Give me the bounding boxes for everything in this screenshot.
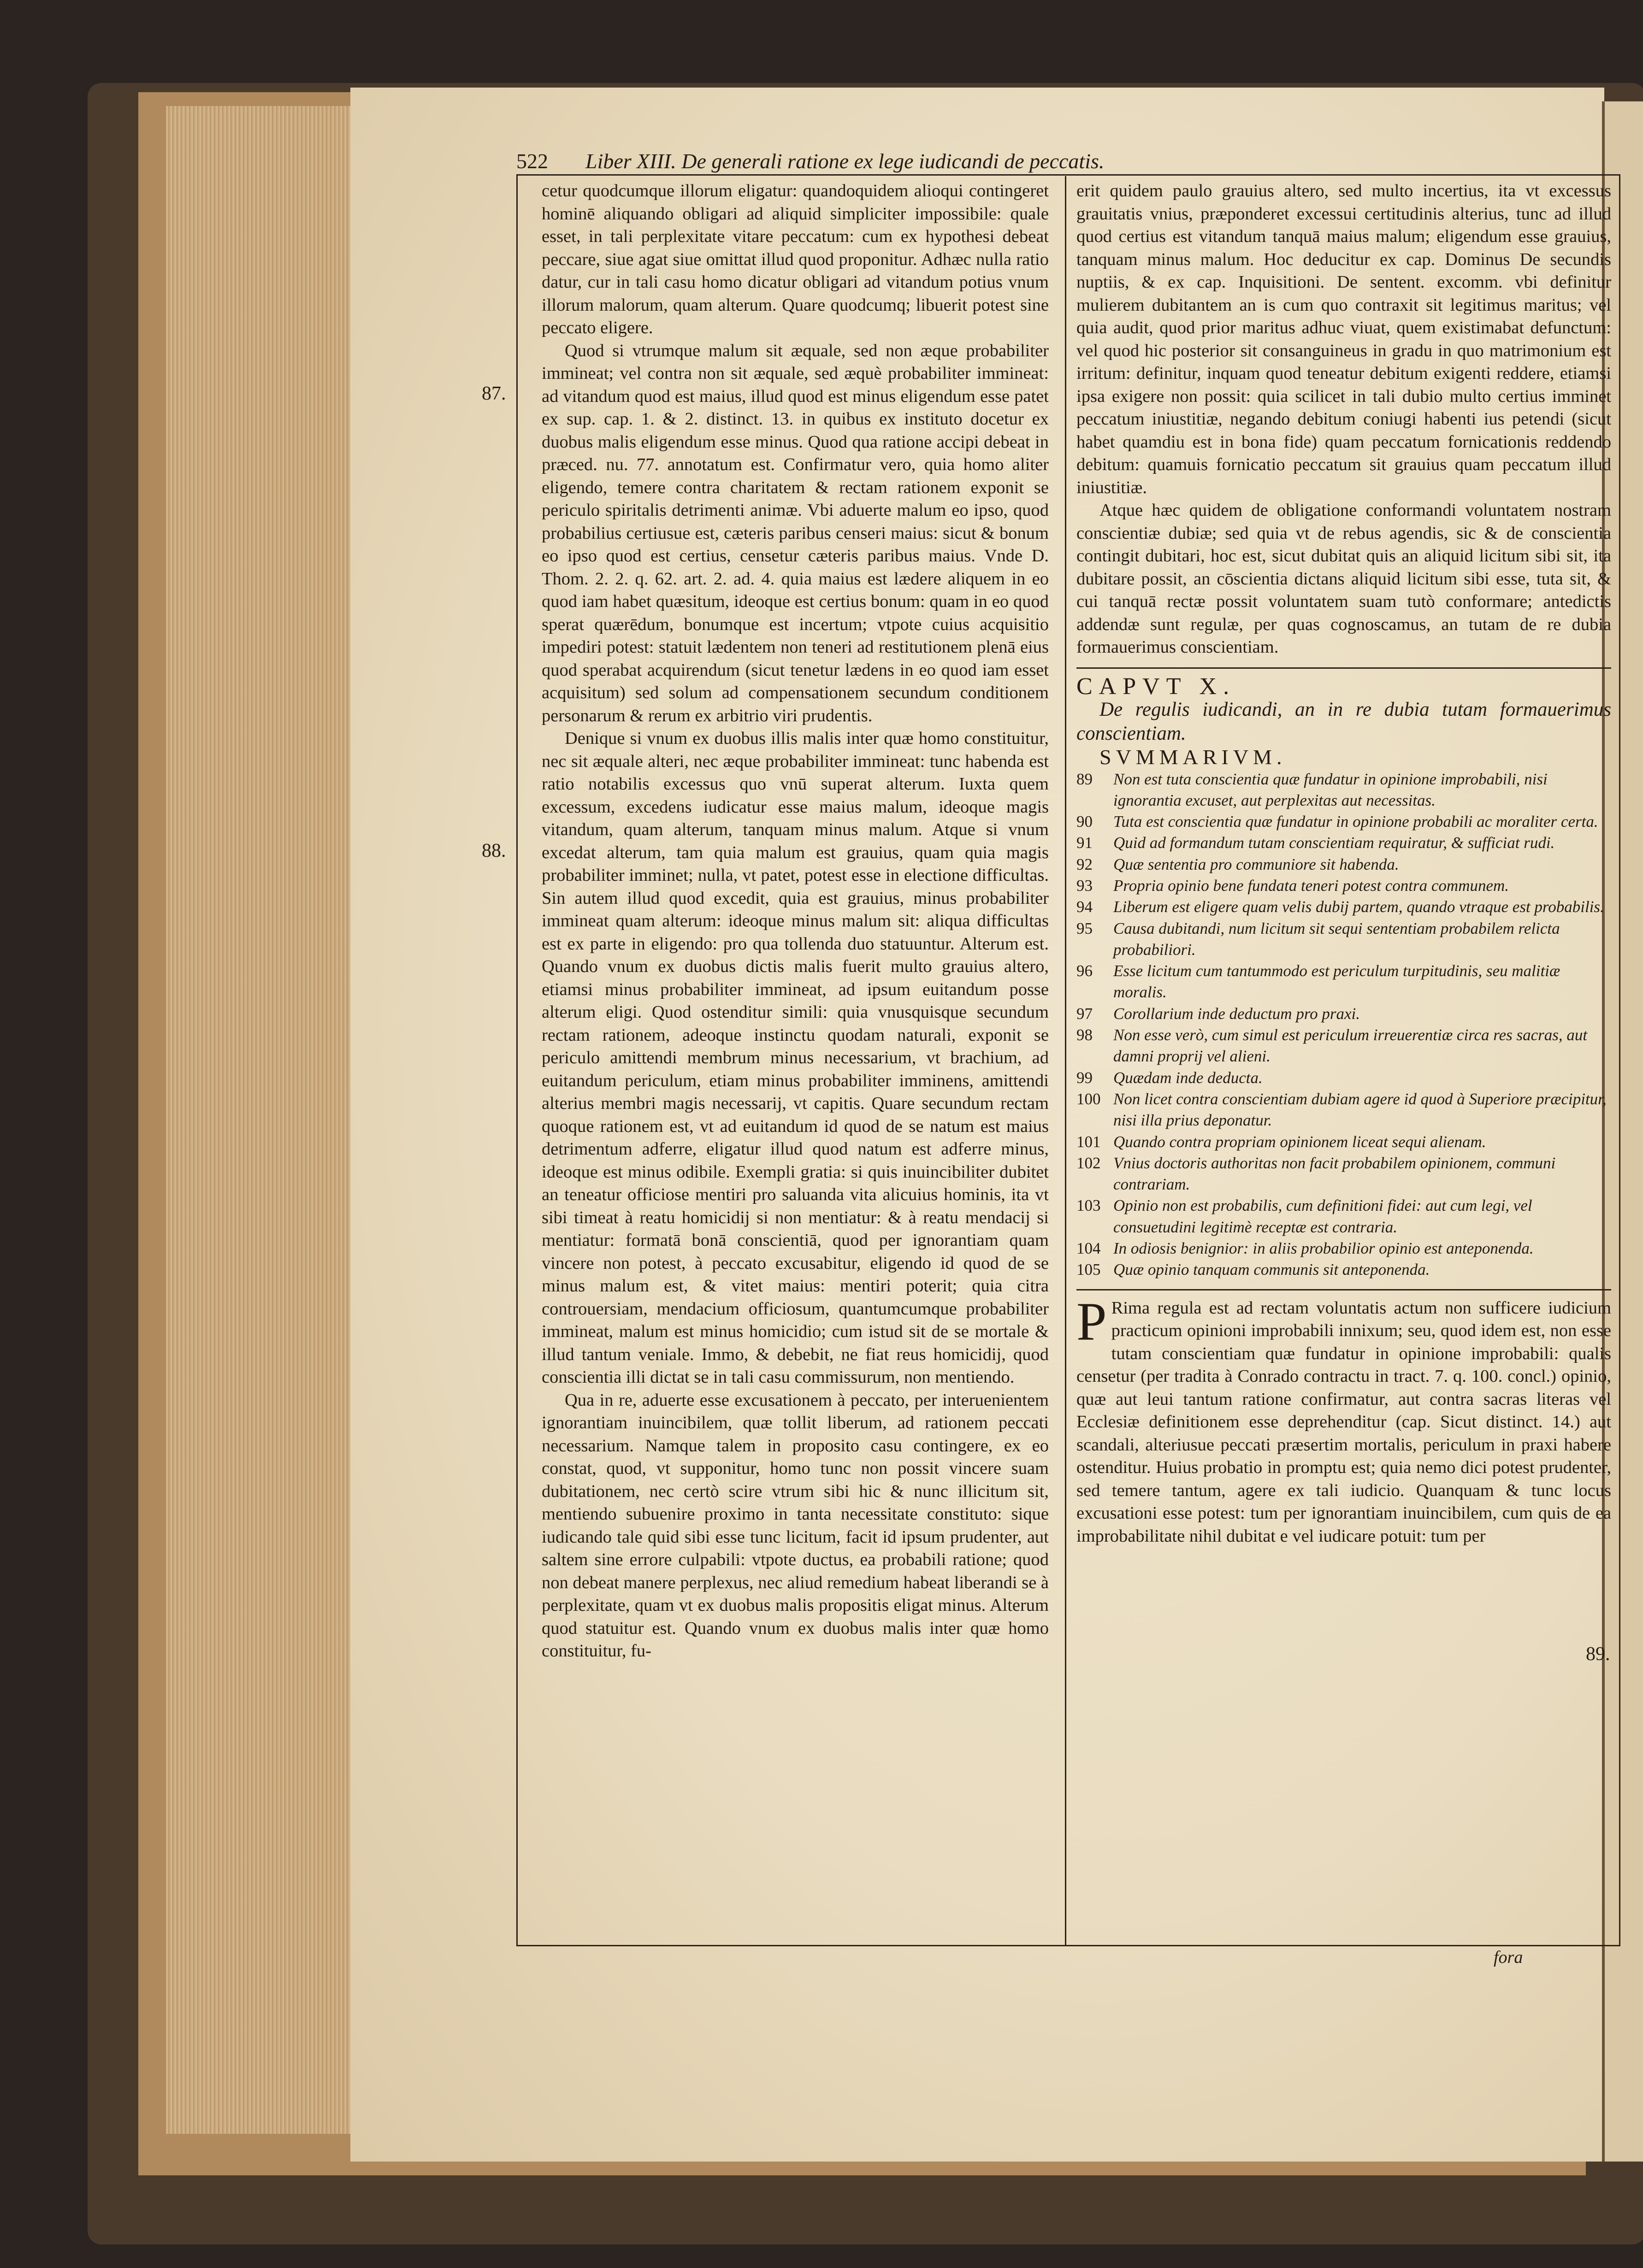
summary-number: 90: [1076, 813, 1093, 831]
summary-number: 92: [1076, 855, 1093, 873]
column-rule: [1065, 176, 1066, 1945]
summary-text: Opinio non est probabilis, cum definitioni fidei: aut cum legi, vel consuetudini legitimè receptæ est contraria.: [1113, 1196, 1532, 1236]
summary-item: [1076, 769, 1611, 812]
summary-number: 104: [1076, 1239, 1101, 1258]
drop-cap: P: [1076, 1291, 1107, 1352]
summary-number: 105: [1076, 1261, 1101, 1279]
chapter-subtitle: De regulis iudicandi, an in re dubia tutam formauerimus conscientiam.: [1076, 699, 1611, 744]
summary-heading: SVMMARIVM.: [1099, 745, 1287, 769]
summary-item: [1076, 875, 1611, 896]
summary-item: [1076, 1153, 1611, 1196]
summary-item: [1076, 918, 1611, 961]
summary-number: 96: [1076, 962, 1093, 980]
margin-number-89: 89.: [1586, 1644, 1610, 1665]
summary-number: 103: [1076, 1196, 1101, 1215]
summary-text: Quæ opinio tanquam communis sit anteponenda.: [1113, 1261, 1430, 1279]
summary-text: Esse licitum cum tantummodo est periculum turpitudinis, seu malitiæ moralis.: [1113, 962, 1560, 1001]
chapter-title: CAPVT X.: [1076, 673, 1236, 700]
summary-text: Non licet contra conscientiam dubiam agere id quod à Superiore præcipitur, nisi illa prius deponatur.: [1113, 1090, 1607, 1130]
paragraph: Atque hæc quidem de obligatione conformandi voluntatem nostram conscientiæ dubiæ; sed quia vt de rebus agendis, sic & de conscientia contingit dubitari, hoc est, sicut dubitat quis an aliquid licitum sibi sit, ita dubitare possit, an cōscientia dictans aliquid licitum sibi esse, tuta sit, & cui tanquā rectæ possit voluntatem suam tutò conformare; antedictis addendæ sunt regulæ, per quas cognoscamus, an tutam de re dubia formauerimus conscientiam.: [1076, 501, 1611, 657]
summary-text: Causa dubitandi, num licitum sit sequi sententiam probabilem relicta probabiliori.: [1113, 919, 1560, 959]
paragraph-text: Rima regula est ad rectam voluntatis actum non sufficere iudicium practicum opinioni improbabili innixum; seu, quod idem est, non esse tutam conscientiam quæ fundatur in opinione improbabili: qualis censetur (per tradita à Conrado contractu in tract. 7. q. 100. concl.) opinio, quæ aut leui tantum ratione confirmatur, aut contra sacras literas vel Ecclesiæ definitionem esse deprehenditur (cap. Sicut distinct. 14.) aut scandali, alteriusue peccati præsertim mortalis, periculum in praxi habere ostenditur. Huius probatio in promptu est; quia nemo dici potest prudenter, sed temere tantum, agere ex tali iudicio. Quanquam & tunc locus excusationi esse potest: tum per ignorantiam inuincibilem, cum quis de ea improbabilitate nihil dubitat e vel iudicare potuit: tum per: [1076, 1298, 1611, 1546]
summary-number: 101: [1076, 1132, 1101, 1151]
summary-number: 98: [1076, 1026, 1093, 1044]
summary-text: Quædam inde deducta.: [1113, 1068, 1263, 1087]
paragraph: erit quidem paulo grauius altero, sed multo incertius, ita vt excessus grauitatis vnius, præponderet excessui certitudinis alterius, tunc ad illud quod certius est vitandum tanquā maius malum; eligendum esse grauius, tanquam minus malum. Hoc deducitur ex cap. Dominus De secundis nuptiis, & ex cap. Inquisitioni. De sentent. excomm. vbi definitur mulierem dubitantem an is cum quo contraxit sit legitimus maritus; vel quia audit, quod prior maritus adhuc viuat, quem existimabat defunctum: vel quod hic posterior sit consanguineus in gradu in quo matrimonium est irritum: definitur, inquam quod teneatur debitum exigenti reddere, etiamsi ipsa exigere non possit: quia scilicet in tali dubio multo certius imminet peccatum iniustitiæ, negando debitum coniugi habenti ius petendi (sicut habet quamdiu est in bona fide) quam peccatum fornicationis reddendo debitum: quamuis fornicatio peccatum sit grauius quam peccatum illud iniustitiæ.: [1076, 181, 1611, 497]
summary-number: 94: [1076, 898, 1093, 916]
running-header: [516, 147, 1623, 175]
summary-number: 91: [1076, 834, 1093, 852]
summary-text: Non est tuta conscientia quæ fundatur in opinione improbabili, nisi ignorantia excuset, aut perplexitas aut necessitas.: [1113, 770, 1548, 809]
summary-item: [1076, 1238, 1611, 1259]
summary-number: 102: [1076, 1154, 1101, 1172]
summary-item: [1076, 1089, 1611, 1131]
summary-text: Quæ sententia pro communiore sit habenda.: [1113, 855, 1399, 873]
summary-number: 93: [1076, 876, 1093, 895]
paragraph: Denique si vnum ex duobus illis malis inter quæ homo constituitur, nec sit æquale alteri, nec æque probabiliter immineat: tunc habenda est ratio notabilis excessus quo vnū superat alterum. Iuxta quem excessum, excedens iudicatur esse maius malum, ideoque magis vitandum, quam alterum, tanquam minus malum. Atque si vnum excedat alterum, tam quia malum est grauius, quam quia magis probabiliter imminet; nulla, vt patet, potest esse in electione difficultas. Sin autem illud quod excedit, quia est grauius, minus probabiliter immineat quam alterum: ideoque minus malum sit: aliqua difficultas est ex parte in eligendo: pro qua tollenda duo statuuntur. Alterum est. Quando vnum ex duobus dictis malis fuerit multo grauius altero, etiamsi minus probabiliter immineat, ad ipsum euitandum posse alterum eligi. Quod ostenditur simili: quia vnusquisque secundum rectam rationem, adeoque instinctu quodam naturali, exponit se periculo amittendi membrum minus necessarium, vt brachium, ad euitandum periculum, etiam minus probabiliter imminens, amittendi alterius membri magis necessarij, vt capitis. Quare secundum rectam quoque rationem est, vt ad euitandum id quod de se natum est maius detrimentum adferre, eligatur illud quod natum est adferre minus, ideoque est minus odibile. Exempli gratia: si quis inuincibiliter dubitet an teneatur officiose mentiri pro saluanda vita alicuius hominis, ita vt sibi timeat à reatu homicidij si non mentiatur: & à reatu mendacij si mentiatur: formatā bonā conscientiā, quod per ignorantiam quam vincere non potest, à peccato excusabitur, eligendo id quod de se minus malum est, & vitet maius: mentiri poterit; quia citra controuersiam, mendacium officiosum, quantumcumque probabiliter immineat, malum est minus homicidio; cum istud sit de se mortale & illud tantum veniale. Immo, & debebit, ne fiat reus homicidij, quod conscientia illi dictat se in tali casu commissurum, non mentiendo.: [542, 729, 1049, 1387]
section-divider: [1076, 667, 1611, 669]
summary-item: [1076, 832, 1611, 854]
opening-paragraph: [1076, 1291, 1611, 1548]
summary-number: 99: [1076, 1068, 1093, 1087]
catchword: fora: [1494, 1948, 1523, 1967]
summary-item: [1076, 1025, 1611, 1067]
right-column: [1076, 180, 1611, 1548]
summary-item: [1076, 811, 1611, 832]
paragraph: cetur quodcumque illorum eligatur: quandoquidem alioqui contingeret hominē aliquando obligari ad aliquid simpliciter impossibile: quale esset, in tali perplexitate vitare peccatum: cum ex hypothesi debeat peccare, siue agat siue omittat illud quod proponitur. Adhæc nulla ratio datur, cur in tali casu homo dicatur obligari ad vitandum potius vnum illorum malorum, quam alterum. Quare quodcumq; libuerit potest sine peccato eligere.: [542, 181, 1049, 337]
summary-number: 100: [1076, 1090, 1101, 1108]
section-divider: [1076, 1289, 1611, 1290]
page-number: 522: [516, 149, 548, 173]
summary-number: 89: [1076, 770, 1093, 788]
summary-text: Quando contra propriam opinionem liceat sequi alienam.: [1113, 1132, 1486, 1151]
summary-number: 95: [1076, 919, 1093, 937]
page-edges: [166, 106, 380, 2134]
summary-item: [1076, 1195, 1611, 1238]
paragraph: Quod si vtrumque malum sit æquale, sed non æque probabiliter immineat; vel contra non sit æquale, sed æquè probabiliter immineat: ad vitandum quod est maius, illud quod est minus eligendum esse patet ex sup. cap. 1. & 2. distinct. 13. in quibus ex instituto docetur ex duobus malis eligendum esse minus. Quod qua ratione accipi debeat in præced. nu. 77. annotatum est. Confirmatur vero, quia homo aliter eligendo, temere contra charitatem & rectam rationem exponit se periculo spiritalis detrimenti animæ. Vbi aduerte malum eo ipso, quod probabilius certiusue est, cæteris paribus censeri maius: sicut & bonum eo ipso quod est certius, censetur cæteris paribus maius. Vnde D. Thom. 2. 2. q. 62. art. 2. ad. 4. quia maius est lædere aliquem in eo quod iam habet quæsitum, ideoque est certius bonum: quam in eo quod sperat quærēdum, bonumque est incertum; vtpote cuius acquisitio impediri potest: statuit lædentem non teneri ad restitutionem plenā eius quod sperabat acquirendum (sicut tenetur lædens in eo quod iam esset acquisitum) sed solum ad compensationem secundum conditionem personarum & rerum ex arbitrio viri prudentis.: [542, 341, 1049, 725]
summary-text: Non esse verò, cum simul est periculum irreuerentiæ circa res sacras, aut damni proprij vel alieni.: [1113, 1026, 1588, 1066]
left-column: [542, 180, 1049, 1663]
margin-number-88: 88.: [482, 840, 506, 861]
margin-number-87: 87.: [482, 383, 506, 404]
summary-text: Vnius doctoris authoritas non facit probabilem opinionem, communi contrariam.: [1113, 1154, 1556, 1194]
summary-text: In odiosis benignior: in aliis probabilior opinio est anteponenda.: [1113, 1239, 1534, 1258]
summary-item: [1076, 1067, 1611, 1089]
summary-item: [1076, 896, 1611, 918]
summary-item: [1076, 1259, 1611, 1280]
summary-item: [1076, 854, 1611, 875]
paragraph: Qua in re, aduerte esse excusationem à peccato, per interuenientem ignorantiam inuincibilem, quæ tollit liberum, ad rationem peccati necessarium. Namque talem in proposito casu contingere, ex eo constat, quod, vt supponitur, homo tunc non possit vincere suam dubitationem, nec certò scire vtrum sibi hic & nunc illicitum sit, mentiendo subuenire proximo in tanta necessitate constituto: sique iudicando tale quid sibi esse tunc licitum, facit id ipsum prudenter, aut saltem sine errore culpabili: vtpote ductus, ea probabili ratione; quod non debeat manere perplexus, nec aliud remedium habeat liberandi se à perplexitate, quam vt ex duobus malis propositis eligat minus. Alterum quod statuitur est. Quando vnum ex duobus malis inter quæ homo constituitur, fu-: [542, 1390, 1049, 1661]
summary-text: Propria opinio bene fundata teneri potest contra communem.: [1113, 876, 1509, 895]
summary-item: [1076, 960, 1611, 1003]
running-title: Liber XIII. De generali ratione ex lege iudicandi de peccatis.: [585, 149, 1105, 173]
summary-item: [1076, 1131, 1611, 1153]
summary-text: Liberum est eligere quam velis dubij partem, quando vtraque est probabilis.: [1113, 898, 1604, 916]
summary-number: 97: [1076, 1004, 1093, 1023]
summary-item: [1076, 1003, 1611, 1025]
summary-text: Corollarium inde deductum pro praxi.: [1113, 1004, 1360, 1023]
summary-text: Tuta est conscientia quæ fundatur in opinione probabili ac moraliter certa.: [1113, 813, 1598, 831]
summary-list: [1076, 769, 1611, 1281]
summary-text: Quid ad formandum tutam conscientiam requiratur, & sufficiat rudi.: [1113, 834, 1555, 852]
